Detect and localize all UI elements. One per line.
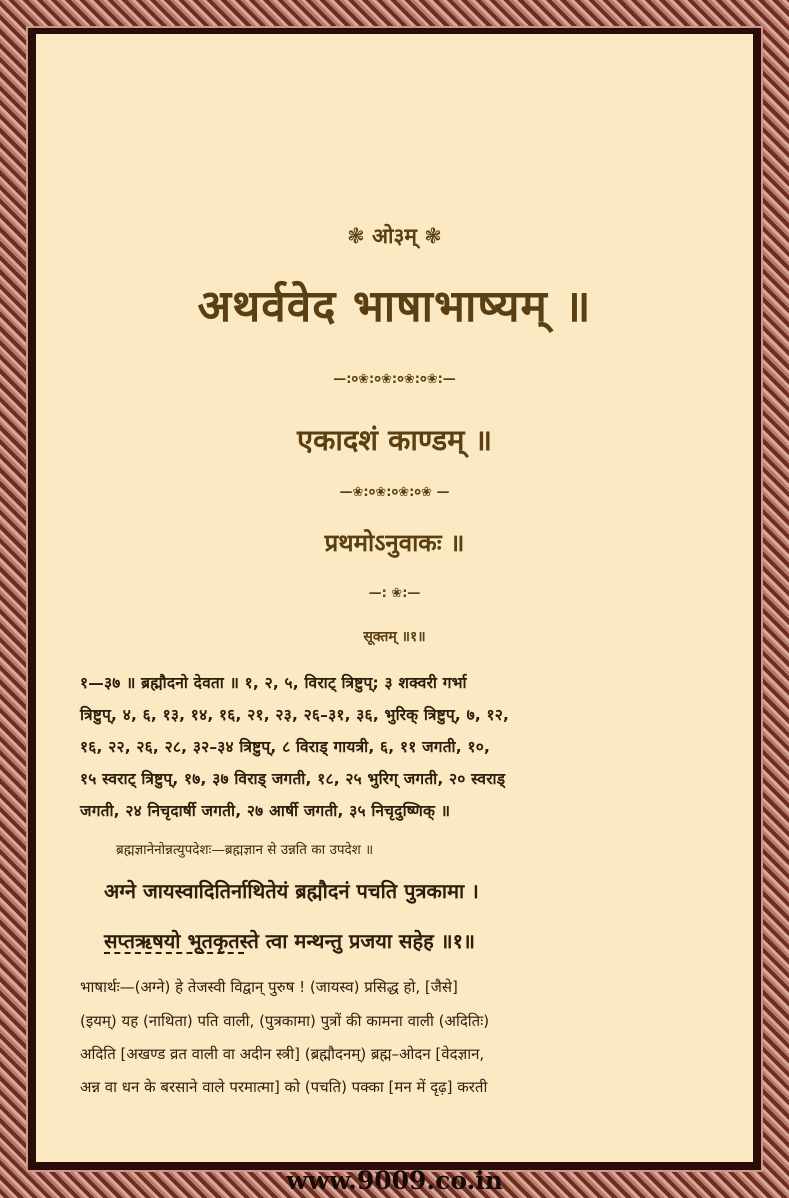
page-title: अथर्ववेद भाषाभाष्यम् ॥ bbox=[197, 281, 592, 332]
bhashya-line: भाषार्थः—(अग्ने) हे तेजस्वी विद्वान् पुरुष ! (जायस्व) प्रसिद्ध हो, [जैसे] bbox=[80, 978, 458, 996]
ornament-divider-2: —❀:०❀:०❀:०❀ — bbox=[339, 485, 450, 500]
sukta-heading: सूक्तम् ॥१॥ bbox=[363, 629, 426, 645]
anuvaka-heading: प्रथमोऽनुवाकः ॥ bbox=[324, 529, 465, 557]
kanda-heading: एकादशं काण्डम् ॥ bbox=[297, 423, 492, 457]
meta-line: १—३७ ॥ ब्रह्मौदनो देवता ॥ १, २, ५, विराट् त्रिष्टुप्; ३ शक्वरी गर्भा bbox=[80, 674, 467, 692]
bhashya-line: (इयम्) यह (नाथिता) पति वाली, (पुत्रकामा) पुत्रों की कामना वाली (अदितिः) bbox=[80, 1012, 490, 1030]
book-page bbox=[36, 34, 753, 1162]
meta-line: १५ स्वराट् त्रिष्टुप्, १७, ३७ विराड् जगती, १८, २५ भुरिग् जगती, २० स्वराड् bbox=[80, 770, 506, 788]
ornament-divider-1: —:०❀:०❀:०❀:०❀:— bbox=[333, 372, 456, 387]
om-heading: ❃ ओ३म् ❃ bbox=[347, 224, 442, 248]
mantra-line: अग्ने जायस्वादितिर्नाथितेयं ब्रह्मौदनं पचति पुत्रकामा । bbox=[104, 879, 479, 903]
bhashya-line: अदिति [अखण्ड व्रत वाली वा अदीन स्त्री] (ब्रह्मौदनम्) ब्रह्म–ओदन [वेदज्ञान, bbox=[80, 1045, 485, 1063]
meta-line: १६, २२, २६, २८, ३२–३४ त्रिष्टुप्, ८ विराड् गायत्री, ६, ११ जगती, १०, bbox=[80, 738, 491, 756]
bhashya-line: अन्न वा धन के बरसाने वाले परमात्मा] को (पचति) पक्का [मन में दृढ़] करती bbox=[80, 1078, 488, 1096]
topic-intro: ब्रह्मज्ञानेनोन्नत्युपदेशः—ब्रह्मज्ञान से उन्नति का उपदेश ॥ bbox=[116, 842, 374, 858]
accent-marks bbox=[104, 952, 244, 956]
meta-line: जगती, २४ निचृदार्षी जगती, २७ आर्षी जगती, ३५ निचृदुष्णिक् ॥ bbox=[80, 802, 451, 820]
meta-line: त्रिष्टुप्, ४, ६, १३, १४, १६, २१, २३, २६–३१, ३६, भुरिक् त्रिष्टुप्, ७, १२, bbox=[80, 706, 510, 724]
mantra-line: सप्तऋषयो भूतकृतस्ते त्वा मन्थन्तु प्रजया सहेह ॥१॥ bbox=[104, 929, 476, 953]
website-watermark: www.9009.co.in bbox=[286, 1166, 503, 1195]
ornament-divider-3: —: ❀:— bbox=[368, 586, 421, 601]
